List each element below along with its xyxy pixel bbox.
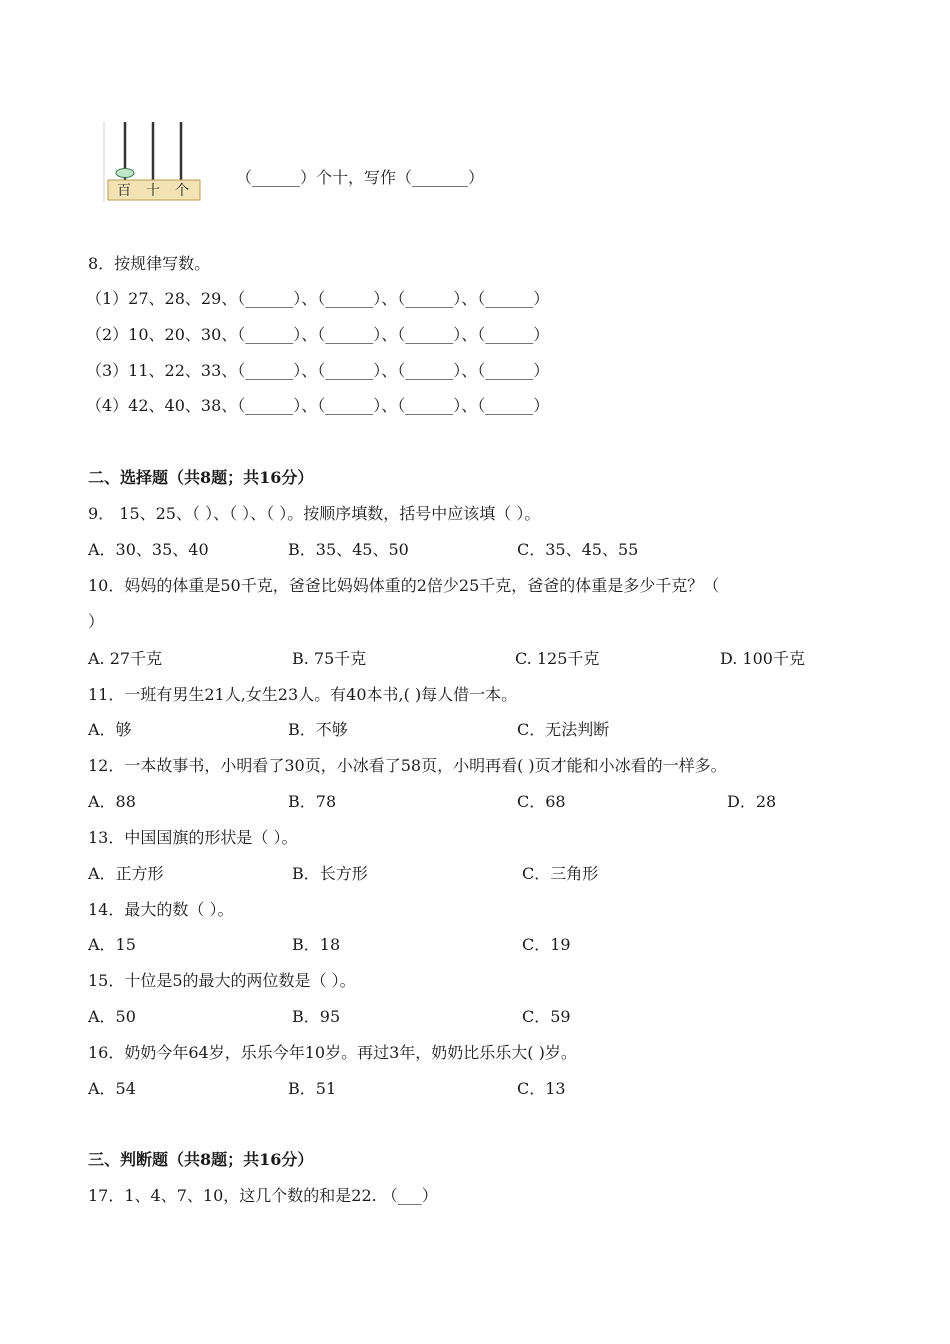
- section2-title: 二、选择题（共8题；共16分）: [88, 468, 314, 487]
- q16-option-a: A．54: [88, 1079, 136, 1098]
- q11-stem: 11．一班有男生21人,女生23人。有40本书,( )每人借一本。: [88, 685, 518, 704]
- section3-title: 三、判断题（共8题；共16分）: [88, 1150, 314, 1169]
- q9-stem: 9． 15、25、（ ）、（ ）、（ ）。按顺序填数，括号中应该填（ ）。: [88, 504, 541, 523]
- q10-option-b: B. 75千克: [292, 649, 367, 668]
- q9-option-a: A．30、35、40: [88, 540, 209, 559]
- q11-option-c: C．无法判断: [517, 720, 610, 739]
- q9-option-b: B．35、45、50: [288, 540, 409, 559]
- q10-option-d: D. 100千克: [720, 649, 805, 668]
- q12-option-c: C．68: [517, 792, 566, 811]
- q16-option-c: C．13: [517, 1079, 566, 1098]
- q7-answer-line: （______）个十，写作（_______）: [236, 168, 485, 187]
- q16-stem: 16．奶奶今年64岁，乐乐今年10岁。再过3年，奶奶比乐乐大( )岁。: [88, 1043, 577, 1062]
- q13-option-c: C．三角形: [522, 864, 599, 883]
- q12-stem: 12．一本故事书，小明看了30页，小冰看了58页，小明再看( )页才能和小冰看的一样多。: [88, 756, 727, 775]
- q10-option-c: C. 125千克: [515, 649, 600, 668]
- abacus-figure: [102, 118, 202, 206]
- q10-stem: 10．妈妈的体重是50千克，爸爸比妈妈体重的2倍少25千克，爸爸的体重是多少千克？（: [88, 576, 720, 595]
- q17-stem: 17．1、4、7、10，这几个数的和是22. （___）: [88, 1186, 438, 1205]
- abacus-bead: [116, 169, 134, 178]
- q15-stem: 15．十位是5的最大的两位数是（ ）。: [88, 971, 356, 990]
- q12-option-b: B．78: [288, 792, 337, 811]
- q9-option-c: C．35、45、55: [517, 540, 639, 559]
- q15-option-c: C．59: [522, 1007, 571, 1026]
- q13-stem: 13．中国国旗的形状是（ ）。: [88, 828, 298, 847]
- q13-option-b: B．长方形: [292, 864, 368, 883]
- q14-option-c: C．19: [522, 935, 571, 954]
- abacus-label-hundreds: 百: [117, 183, 131, 199]
- q8-title: 8．按规律写数。: [88, 254, 211, 273]
- q8-row-2: （2）10、20、30、（______）、（______）、（______）、（______）: [86, 325, 550, 344]
- q15-option-b: B．95: [292, 1007, 341, 1026]
- q8-row-3: （3）11、22、33、（______）、（______）、（______）、（______）: [86, 361, 550, 380]
- q14-option-b: B．18: [292, 935, 341, 954]
- q13-option-a: A．正方形: [88, 864, 164, 883]
- q14-stem: 14．最大的数（ ）。: [88, 900, 234, 919]
- abacus-label-tens: 十: [146, 183, 160, 199]
- q8-row-4: （4）42、40、38、（______）、（______）、（______）、（______）: [86, 396, 550, 415]
- q12-option-d: D．28: [727, 792, 777, 811]
- q16-option-b: B．51: [288, 1079, 337, 1098]
- q10-option-a: A. 27千克: [88, 649, 163, 668]
- q8-row-1: （1）27、28、29、（______）、（______）、（______）、（______）: [86, 289, 550, 308]
- q15-option-a: A．50: [88, 1007, 136, 1026]
- q14-option-a: A．15: [88, 935, 136, 954]
- abacus-label-ones: 个: [175, 183, 189, 199]
- q11-option-a: A．够: [88, 720, 132, 739]
- q12-option-a: A．88: [88, 792, 136, 811]
- q10-stem-cont: ）: [88, 612, 105, 631]
- q11-option-b: B．不够: [288, 720, 348, 739]
